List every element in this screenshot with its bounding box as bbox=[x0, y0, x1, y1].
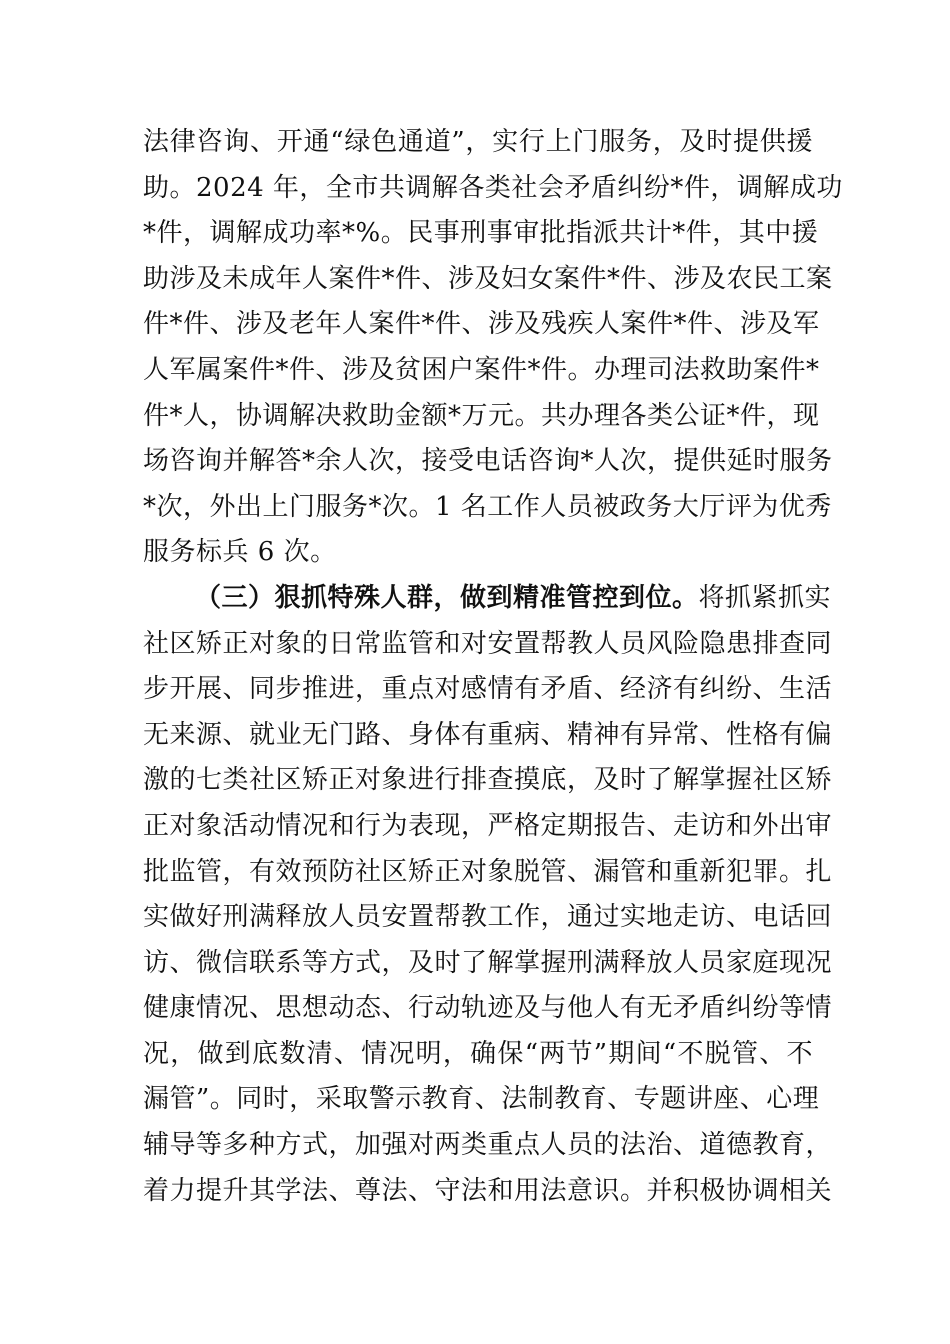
text-line: 健康情况、思想动态、行动轨迹及与他人有无矛盾纠纷等情 bbox=[143, 993, 833, 1024]
text-line: 助涉及未成年人案件*件、涉及妇女案件*件、涉及农民工案 bbox=[143, 263, 833, 294]
text-line: *次，外出上门服务*次。1 名工作人员被政务大厅评为优秀 bbox=[143, 491, 832, 522]
text-line: 着力提升其学法、尊法、守法和用法意识。并积极协调相关 bbox=[143, 1175, 833, 1206]
text-line: 访、微信联系等方式，及时了解掌握刑满释放人员家庭现况 bbox=[143, 947, 833, 978]
text-line: 人军属案件*件、涉及贫困户案件*件。办理司法救助案件* bbox=[143, 354, 820, 385]
text-line: *件，调解成功率*%。民事刑事审批指派共计*件，其中援 bbox=[143, 218, 819, 249]
text-line: 辅导等多种方式，加强对两类重点人员的法治、道德教育， bbox=[143, 1130, 833, 1161]
text-line: 正对象活动情况和行为表现，严格定期报告、走访和外出审 bbox=[143, 810, 833, 841]
paragraph-legal-aid-stats bbox=[143, 120, 843, 576]
text-line: 实做好刑满释放人员安置帮教工作，通过实地走访、电话回 bbox=[143, 902, 833, 933]
text-line: 社区矫正对象的日常监管和对安置帮教人员风险隐患排查同 bbox=[143, 628, 833, 659]
text-line: 件*件、涉及老年人案件*件、涉及残疾人案件*件、涉及军 bbox=[143, 309, 820, 340]
text-line: 场咨询并解答*余人次，接受电话咨询*人次，提供延时服务 bbox=[143, 446, 833, 477]
heading-line bbox=[143, 576, 832, 622]
text-line: 批监管，有效预防社区矫正对象脱管、漏管和重新犯罪。扎 bbox=[143, 856, 833, 887]
text-line: 无来源、就业无门路、身体有重病、精神有异常、性格有偏 bbox=[143, 719, 833, 750]
section-heading: （三）狠抓特殊人群，做到精准管控到位。 bbox=[195, 582, 699, 613]
text-line: 助。2024 年，全市共调解各类社会矛盾纠纷*件，调解成功 bbox=[143, 172, 843, 203]
text-line: 步开展、同步推进，重点对感情有矛盾、经济有纠纷、生活 bbox=[143, 674, 833, 705]
text-line: 件*人，协调解决救助金额*万元。共办理各类公证*件，现 bbox=[143, 400, 820, 431]
text-line: 服务标兵 6 次。 bbox=[143, 537, 337, 568]
text-line: 法律咨询、开通“绿色通道”，实行上门服务，及时提供援 bbox=[143, 127, 813, 157]
text-line: 激的七类社区矫正对象进行排查摸底，及时了解掌握社区矫 bbox=[143, 765, 833, 796]
document-body bbox=[143, 120, 843, 1214]
text-line: 漏管”。同时，采取警示教育、法制教育、专题讲座、心理 bbox=[143, 1084, 820, 1115]
text-line: 况，做到底数清、情况明，确保“两节”期间“不脱管、不 bbox=[143, 1038, 813, 1069]
heading-line-rest: 将抓紧抓实 bbox=[698, 582, 832, 613]
paragraph-special-groups bbox=[143, 576, 833, 1214]
